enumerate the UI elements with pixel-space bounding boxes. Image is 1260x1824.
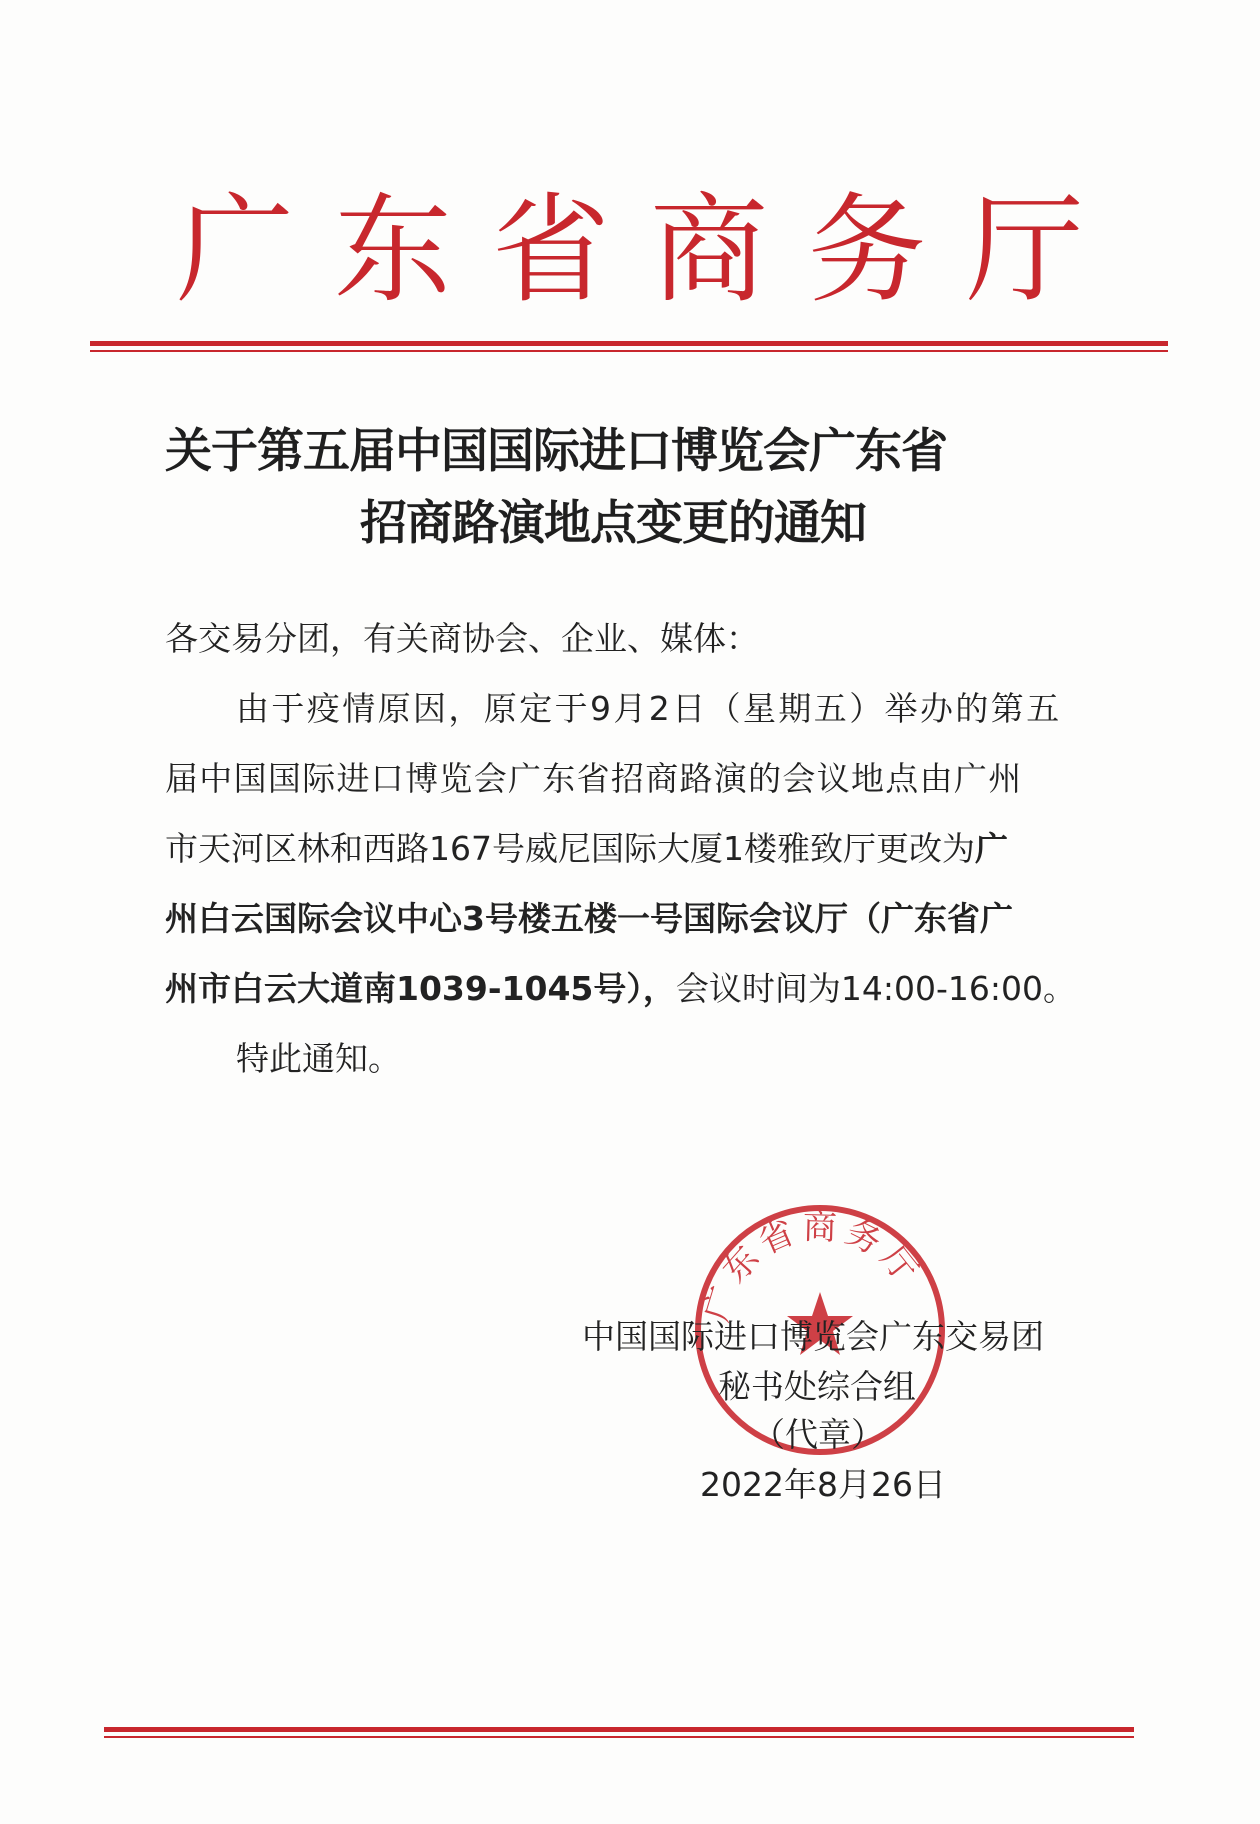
letterhead-char: 商 — [649, 181, 768, 319]
signature-org-line2: 秘书处综合组 — [718, 1367, 916, 1406]
letterhead — [170, 175, 1090, 325]
signature-org-line1: 中国国际进口博览会广东交易团 — [582, 1317, 1044, 1356]
letterhead-char: 厅 — [965, 181, 1084, 319]
letterhead-char: 省 — [491, 181, 610, 319]
seal-text: 广东省商务厅 — [696, 1207, 929, 1327]
body-line-3-text: 市天河区林和西路167号威尼国际大厦1楼雅致厅更改为 — [165, 829, 975, 868]
body-line-1: 由于疫情原因，原定于9月2日（星期五）举办的第五 — [236, 689, 1062, 728]
salutation: 各交易分团，有关商协会、企业、媒体： — [165, 619, 759, 658]
signature-date: 2022年8月26日 — [700, 1465, 946, 1504]
closing-text: 特此通知。 — [236, 1039, 401, 1078]
body-line-5-text: 会议时间为14:00-16:00。 — [675, 969, 1076, 1008]
body-line-2: 届中国国际进口博览会广东省招商路演的会议地点由广州 — [165, 759, 1023, 798]
letterhead-char: 务 — [807, 181, 926, 319]
body-line-3 — [165, 829, 1008, 868]
body-line-5 — [165, 969, 1076, 1008]
top-red-rule — [90, 341, 1168, 346]
bottom-red-rule — [104, 1727, 1134, 1732]
svg-text:广东省商务厅 — [696, 1207, 928, 1326]
letterhead-char: 东 — [333, 181, 452, 319]
body-line-4: 州白云国际会议中心3号楼五楼一号国际会议厅（广东省广 — [165, 899, 1013, 938]
notice-title-line1: 关于第五届中国国际进口博览会广东省 — [165, 424, 947, 479]
signature-org-line3: （代章） — [752, 1415, 884, 1454]
bottom-red-rule-thin — [104, 1736, 1134, 1738]
body-line-5-bold: 州市白云大道南1039-1045号）， — [165, 969, 676, 1008]
letterhead-char: 广 — [175, 181, 294, 319]
top-red-rule-thin — [90, 350, 1168, 352]
body-line-3-bold: 广 — [974, 829, 1008, 868]
notice-title-line2: 招商路演地点变更的通知 — [360, 496, 866, 551]
